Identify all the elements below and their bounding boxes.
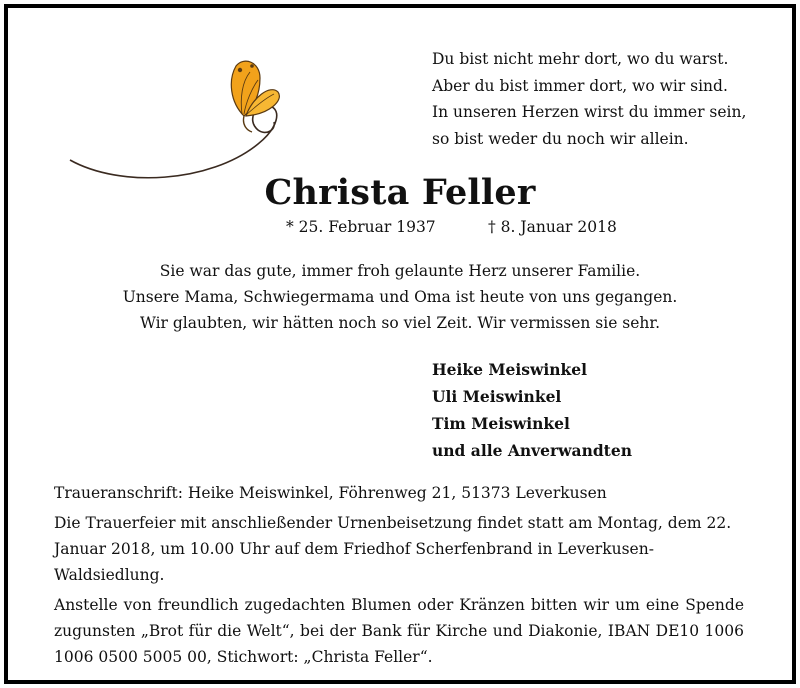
funeral-info (54, 480, 744, 670)
mourner-name: und alle Anverwandten (432, 441, 632, 460)
tribute-text (0, 258, 800, 336)
mourners-list (432, 356, 632, 464)
tribute-line: Sie war das gute, immer froh gelaunte Herz unserer Familie. (159, 262, 641, 280)
mourning-address: Traueranschrift: Heike Meiswinkel, Föhrenweg 21, 51373 Leverkusen (54, 484, 607, 502)
mourner-name: Heike Meiswinkel (432, 360, 588, 379)
death-date: † 8. Januar 2018 (488, 218, 617, 236)
mourner-name: Tim Meiswinkel (432, 414, 570, 433)
tribute-line: Unsere Mama, Schwiegermama und Oma ist heute von uns gegangen. (122, 288, 678, 306)
poem-line: so bist weder du noch wir allein. (432, 129, 689, 148)
poem-line: Aber du bist immer dort, wo wir sind. (432, 76, 728, 95)
birth-date: * 25. Februar 1937 (286, 218, 436, 236)
poem-line: Du bist nicht mehr dort, wo du warst. (432, 50, 729, 68)
donation-request: Anstelle von freundlich zugedachten Blumen oder Kränzen bitten wir um eine Spende zugunsten „Brot für die Welt“, bei der Bank für Kirche und Diakonie, IBAN DE10 1006 1006 0500 5005 00, Stichwort: „Christa Feller“. (54, 596, 744, 666)
butterfly-icon (60, 48, 300, 188)
ceremony-details: Die Trauerfeier mit anschließender Urnenbeisetzung findet statt am Montag, dem 22. Januar 2018, um 10.00 Uhr auf dem Friedhof Scherfenbrand in Leverkusen-Waldsiedlung. (54, 514, 732, 584)
deceased-name: Christa Feller (264, 172, 536, 213)
poem (432, 46, 746, 152)
mourner-name: Uli Meiswinkel (432, 387, 562, 406)
tribute-line: Wir glaubten, wir hätten noch so viel Zeit. Wir vermissen sie sehr. (139, 314, 661, 332)
poem-line: In unseren Herzen wirst du immer sein, (432, 103, 747, 121)
